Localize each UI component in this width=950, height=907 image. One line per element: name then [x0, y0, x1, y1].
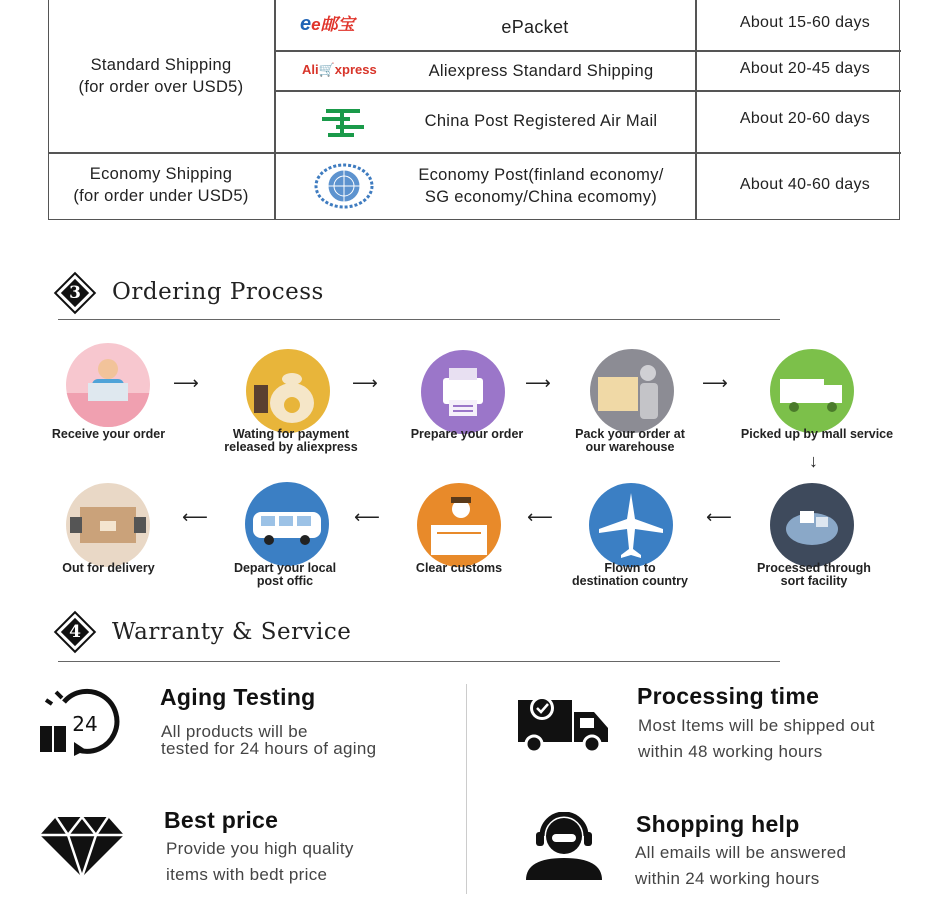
- aging-testing-desc: All products will be tested for 24 hours of aging: [161, 722, 377, 758]
- arrow-left-4: ⟵: [706, 507, 732, 527]
- china-post-logo-icon: [322, 105, 364, 139]
- step-label-5: Picked up by mall service: [740, 427, 894, 441]
- step-label-6: Processed through sort facility: [757, 561, 871, 588]
- epacket-logo-icon: ee邮宝: [300, 13, 355, 35]
- aging-testing-title: Aging Testing: [160, 684, 316, 710]
- best-price-title: Best price: [164, 807, 279, 833]
- prepare-order-icon: [421, 350, 505, 434]
- shopping-help-title: Shopping help: [636, 811, 800, 837]
- days-economy: About 40-60 days: [739, 176, 871, 193]
- step-label-7: Flown to destination country: [572, 561, 688, 588]
- van-icon: [245, 482, 329, 566]
- best-price-desc: Provide you high quality items with bedt price: [166, 839, 354, 884]
- ordering-process-title: Ordering Process: [112, 279, 324, 305]
- service-epacket: ePacket: [501, 17, 569, 37]
- aliexpress-logo-icon: Ali🛒xpress: [302, 62, 377, 77]
- step-label-2: Wating for payment released by aliexpress: [224, 427, 358, 454]
- processing-time-desc: Most Items will be shipped out within 48 working hours: [638, 716, 875, 761]
- days-china-post: About 20-60 days: [739, 110, 871, 127]
- warranty-title: Warranty & Service: [112, 619, 352, 645]
- customs-icon: [417, 483, 501, 567]
- arrow-left-1: ⟵: [182, 507, 208, 527]
- economy-shipping-label: Economy Shipping (for order under USD5): [73, 165, 249, 205]
- processing-time-title: Processing time: [637, 683, 820, 709]
- ordering-rule: [58, 319, 780, 320]
- arrow-right-4: ⟶: [702, 373, 728, 393]
- sort-facility-icon: [770, 483, 854, 567]
- service-china-post: China Post Registered Air Mail: [424, 112, 658, 130]
- step-label-10: Out for delivery: [62, 561, 155, 575]
- arrow-down: ↓: [809, 451, 818, 471]
- step-label-9: Depart your local post offic: [233, 561, 337, 588]
- un-globe-icon: [314, 163, 374, 209]
- aging-24h-icon: [38, 688, 126, 758]
- days-epacket: About 15-60 days: [739, 14, 871, 31]
- step-label-8: Clear customs: [415, 561, 503, 575]
- out-for-delivery-icon: [66, 483, 150, 567]
- payment-icon: [246, 349, 330, 433]
- plane-icon: [589, 483, 673, 567]
- receive-order-icon: [66, 343, 150, 427]
- service-aliexpress: Aliexpress Standard Shipping: [428, 62, 654, 80]
- arrow-right-3: ⟶: [525, 373, 551, 393]
- step-label-4: Pack your order at our warehouse: [575, 427, 685, 454]
- truck-pickup-icon: [770, 349, 854, 433]
- customer-support-icon: [522, 812, 606, 882]
- arrow-right-2: ⟶: [352, 373, 378, 393]
- shopping-help-desc: All emails will be answered within 24 working hours: [635, 843, 847, 888]
- step-label-3: Prepare your order: [410, 427, 524, 441]
- standard-shipping-label: Standard Shipping (for order over USD5): [78, 56, 244, 96]
- step-label-1: Receive your order: [51, 427, 166, 441]
- diamond-icon: [38, 815, 126, 879]
- arrow-left-2: ⟵: [354, 507, 380, 527]
- pack-order-icon: [590, 349, 674, 433]
- warranty-rule: [58, 661, 780, 662]
- section-3-badge: 3: [52, 270, 98, 316]
- days-aliexpress: About 20-45 days: [739, 60, 871, 77]
- warranty-divider: [466, 684, 467, 894]
- aging-24-badge: 24: [72, 712, 98, 736]
- section-4-badge: 4: [52, 609, 98, 655]
- arrow-right-1: ⟶: [173, 373, 199, 393]
- shipping-truck-icon: [516, 690, 610, 754]
- service-economy-post: Economy Post(finland economy/ SG economy/China ecomomy): [418, 166, 664, 206]
- arrow-left-3: ⟵: [527, 507, 553, 527]
